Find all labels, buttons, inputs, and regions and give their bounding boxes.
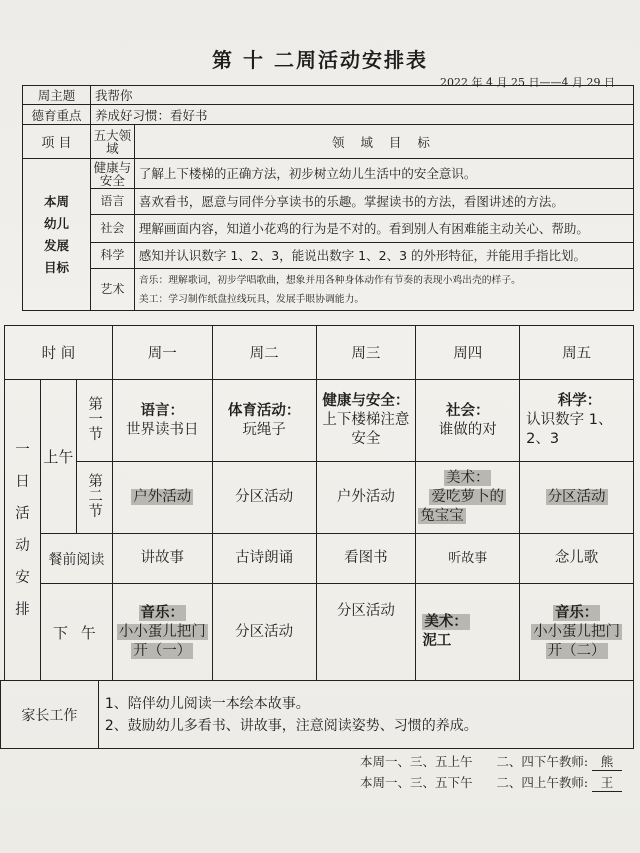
activity-cell <box>520 380 634 462</box>
goal-text: 理解画面内容，知道小花鸡的行为是不对的。看到别人有困难能主动关心、帮助。 <box>134 215 633 243</box>
day-header: 周五 <box>520 326 634 380</box>
activity-category: 音乐： <box>554 604 599 621</box>
teacher-name: 熊 <box>592 752 622 771</box>
activity-name: 小小蛋儿把门 <box>533 623 621 640</box>
theme-label: 周主题 <box>23 86 91 105</box>
moral-label: 德育重点 <box>23 105 91 125</box>
field-name: 健康与安全 <box>90 159 134 189</box>
goals-heading: 领 域 目 标 <box>134 125 633 159</box>
pre-meal-reading-label: 餐前阅读 <box>40 534 112 584</box>
activity-name: 认识数字 1、 <box>526 412 613 428</box>
activity-category: 音乐： <box>140 604 185 621</box>
activity-cell <box>520 584 634 681</box>
goal-art-cell <box>134 269 633 311</box>
activity-category: 科学： <box>557 393 602 409</box>
activity-name: 泥工 <box>422 633 452 649</box>
weekly-goals-text: 本周幼儿发展目标 <box>43 193 69 275</box>
reading-cell: 看图书 <box>316 534 416 584</box>
reading-cell: 听故事 <box>416 534 520 584</box>
field-name: 艺术 <box>90 269 134 311</box>
reading-cell: 讲故事 <box>112 534 212 584</box>
activity-name: 兔宝宝 <box>420 508 464 524</box>
section2-label <box>76 462 112 534</box>
activity-cell <box>112 462 212 534</box>
activity-name: 安全 <box>351 431 381 447</box>
date-range: 2022 年 4 月 25 日——4 月 29 日 <box>440 76 615 89</box>
time-label: 时 间 <box>5 326 113 380</box>
activity-name: 玩绳子 <box>242 421 286 438</box>
activity-name: 户外活动 <box>336 489 395 505</box>
activity-name: 谁做的对 <box>438 421 497 438</box>
footer-prefix: 本周一、三、五上午 <box>360 754 473 769</box>
activity-name: 上下楼梯注意 <box>322 412 410 428</box>
activity-name: 分区活动 <box>336 603 395 619</box>
activity-cell <box>316 462 416 534</box>
activity-name: 2、3 <box>526 431 560 447</box>
reading-cell: 念儿歌 <box>520 534 634 584</box>
activity-cell <box>112 584 212 681</box>
activity-cell <box>212 584 316 681</box>
goals-table <box>22 85 634 311</box>
theme-value: 我帮你 <box>90 86 633 105</box>
activity-cell <box>212 380 316 462</box>
activity-name: 开（一） <box>133 642 192 659</box>
activity-name: 小小蛋儿把门 <box>118 623 206 640</box>
activity-category: 健康与安全： <box>322 393 410 409</box>
five-fields-label: 五大领域 <box>90 125 134 159</box>
morning-label <box>40 380 76 534</box>
parent-work-item: 2、鼓励幼儿多看书、讲故事，注意阅读姿势、习惯的养成。 <box>104 717 478 734</box>
activity-name: 分区活动 <box>235 623 294 640</box>
activity-name: 世界读书日 <box>126 421 199 438</box>
activity-category: 体育活动： <box>227 402 301 419</box>
activity-category: 社会： <box>445 402 490 419</box>
activity-cell <box>416 380 520 462</box>
activity-cell <box>112 380 212 462</box>
section1-label <box>76 380 112 462</box>
reading-cell: 古诗朗诵 <box>212 534 316 584</box>
goal-text: 喜欢看书，愿意与同伴分享读书的乐趣。掌握读书的方法，看图讲述的方法。 <box>134 189 633 215</box>
activity-name: 分区活动 <box>547 489 606 505</box>
activity-category: 美术： <box>445 470 490 486</box>
activity-cell <box>416 462 520 534</box>
schedule-table <box>4 325 634 681</box>
activity-name: 开（二） <box>547 642 606 659</box>
activity-category: 美术： <box>424 614 468 630</box>
field-name: 社会 <box>90 215 134 243</box>
activity-cell <box>316 584 416 681</box>
day-header: 周一 <box>112 326 212 380</box>
activity-cell <box>416 584 520 681</box>
page-title: 第 十 二周活动安排表 <box>212 48 428 72</box>
activity-name: 户外活动 <box>133 489 192 505</box>
activity-name: 爱吃萝卜的 <box>431 489 504 505</box>
activity-category: 语言： <box>140 402 185 419</box>
day-header: 周四 <box>416 326 520 380</box>
teacher-name: 王 <box>592 773 622 792</box>
parent-work-item: 1、陪伴幼儿阅读一本绘本故事。 <box>104 695 310 712</box>
day-header: 周三 <box>316 326 416 380</box>
afternoon-label: 下 午 <box>40 584 112 681</box>
parent-work-items <box>98 681 633 749</box>
moral-value: 养成好习惯：看好书 <box>90 105 633 125</box>
activity-cell <box>212 462 316 534</box>
project-label: 项 目 <box>23 125 91 159</box>
footer-suffix: 二、四下午教师: <box>496 754 589 769</box>
footer-line-2 <box>360 773 622 792</box>
daily-activity-text: 一日活动安排 <box>15 442 30 618</box>
parent-work-label: 家长工作 <box>1 681 99 749</box>
goal-text: 美工：学习制作纸盘拉线玩具，发展手眼协调能力。 <box>138 293 365 305</box>
activity-cell <box>520 462 634 534</box>
footer-line-1 <box>360 752 622 771</box>
field-name: 语言 <box>90 189 134 215</box>
goal-text: 音乐：理解歌词，初步学唱歌曲，想象并用各种身体动作有节奏的表现小鸡出壳的样子。 <box>138 274 521 286</box>
footer-prefix: 本周一、三、五下午 <box>360 775 473 790</box>
weekly-goals-label <box>23 159 91 311</box>
activity-cell <box>316 380 416 462</box>
morning-text: 上午 <box>43 448 74 466</box>
section1-text: 第一节 <box>88 397 103 443</box>
goal-text: 了解上下楼梯的正确方法，初步树立幼儿生活中的安全意识。 <box>134 159 633 189</box>
daily-activity-label <box>5 380 41 681</box>
footer-suffix: 二、四上午教师: <box>496 775 589 790</box>
section2-text: 第二节 <box>88 474 103 520</box>
field-name: 科学 <box>90 243 134 269</box>
parent-work-table <box>0 680 634 749</box>
day-header: 周二 <box>212 326 316 380</box>
goal-text: 感知并认识数字 1、2、3，能说出数字 1、2、3 的外形特征，并能用手指比划。 <box>134 243 633 269</box>
activity-name: 分区活动 <box>235 489 294 505</box>
